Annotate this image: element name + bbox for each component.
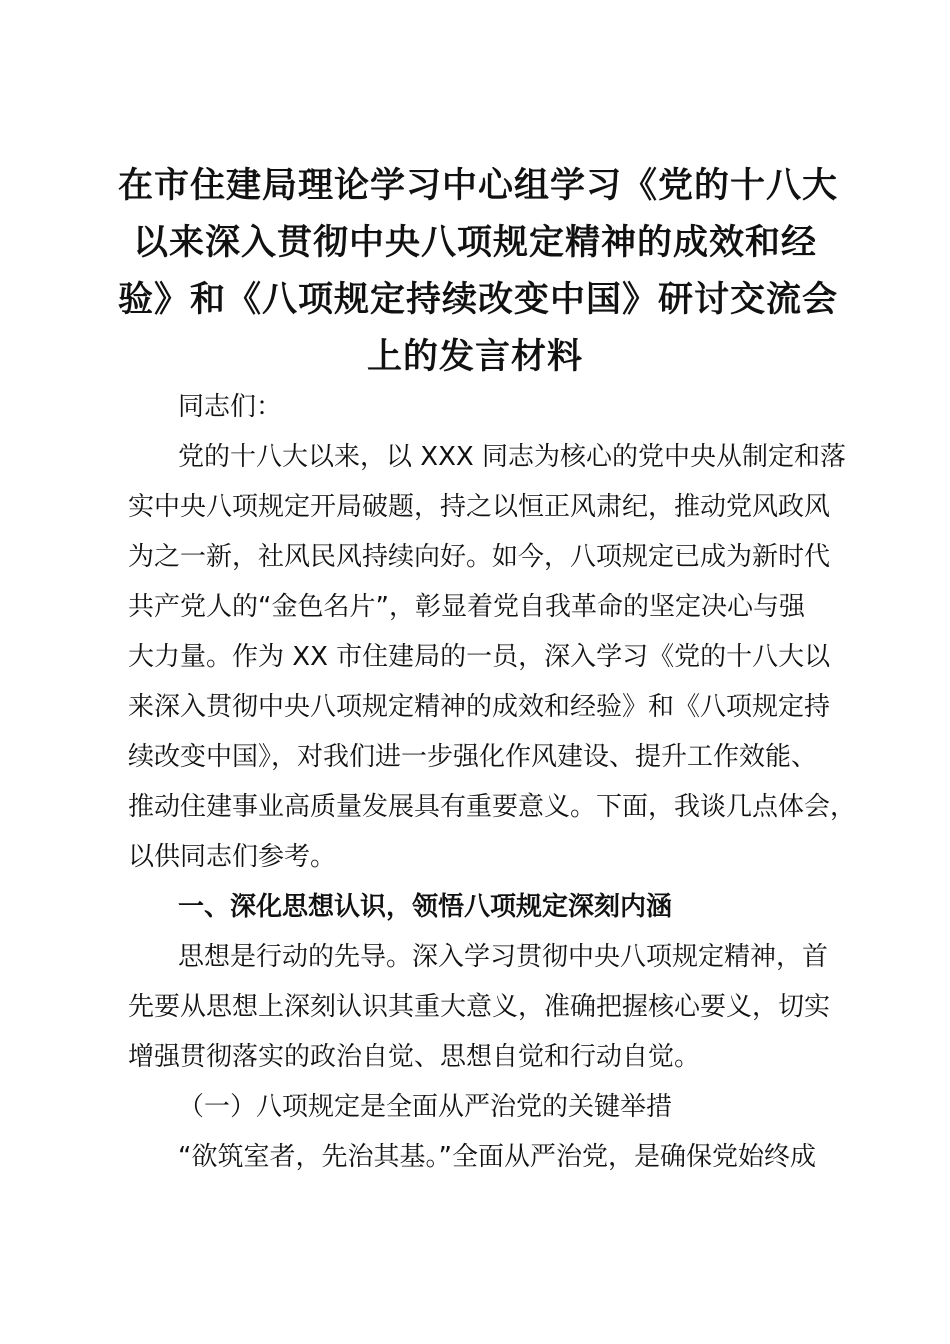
- paragraph-line: 续改变中国》，对我们进一步强化作风建设、提升工作效能、: [128, 742, 818, 772]
- section-heading: 一、深化思想认识，领悟八项规定深刻内涵: [178, 892, 673, 922]
- paragraph-line: 实中央八项规定开局破题，持之以恒正风肃纪，推动党风政风: [128, 492, 831, 522]
- title-line: 上的发言材料: [366, 337, 583, 377]
- title-line: 在市住建局理论学习中心组学习《党的十八大: [118, 166, 839, 206]
- paragraph-line: 为之一新，社风民风持续向好。如今，八项规定已成为新时代: [128, 542, 831, 572]
- document-body: [128, 382, 868, 1182]
- subsection-heading: （一）八项规定是全面从严治党的关键举措: [178, 1092, 673, 1122]
- paragraph-line: 党的十八大以来，以 XXX 同志为核心的党中央从制定和落: [178, 442, 846, 472]
- salutation: 同志们：: [178, 392, 283, 422]
- document-title: [118, 158, 839, 386]
- paragraph-line: 以供同志们参考。: [128, 842, 337, 872]
- paragraph-section-1: [128, 932, 868, 1082]
- paragraph-line: 共产党人的“金色名片”，彰显着党自我革命的坚定决心与强: [128, 592, 805, 622]
- paragraph-intro: [128, 432, 868, 882]
- title-line: 以来深入贯彻中央八项规定精神的成效和经: [132, 223, 817, 263]
- paragraph-line: “欲筑室者，先治其基。”全面从严治党，是确保党始终成: [178, 1142, 816, 1172]
- paragraph-subsection-1: [128, 1132, 868, 1182]
- paragraph-line: 来深入贯彻中央八项规定精神的成效和经验》和《八项规定持: [128, 692, 831, 722]
- title-line: 验》和《八项规定持续改变中国》研讨交流会: [118, 280, 839, 320]
- paragraph-line: 推动住建事业高质量发展具有重要意义。下面，我谈几点体会，: [128, 792, 857, 822]
- paragraph-line: 增强贯彻落实的政治自觉、思想自觉和行动自觉。: [128, 1042, 701, 1072]
- paragraph-line: 先要从思想上深刻认识其重大意义，准确把握核心要义，切实: [128, 992, 831, 1022]
- paragraph-line: 思想是行动的先导。深入学习贯彻中央八项规定精神，首: [178, 942, 829, 972]
- paragraph-line: 大力量。作为 XX 市住建局的一员，深入学习《党的十八大以: [128, 642, 831, 672]
